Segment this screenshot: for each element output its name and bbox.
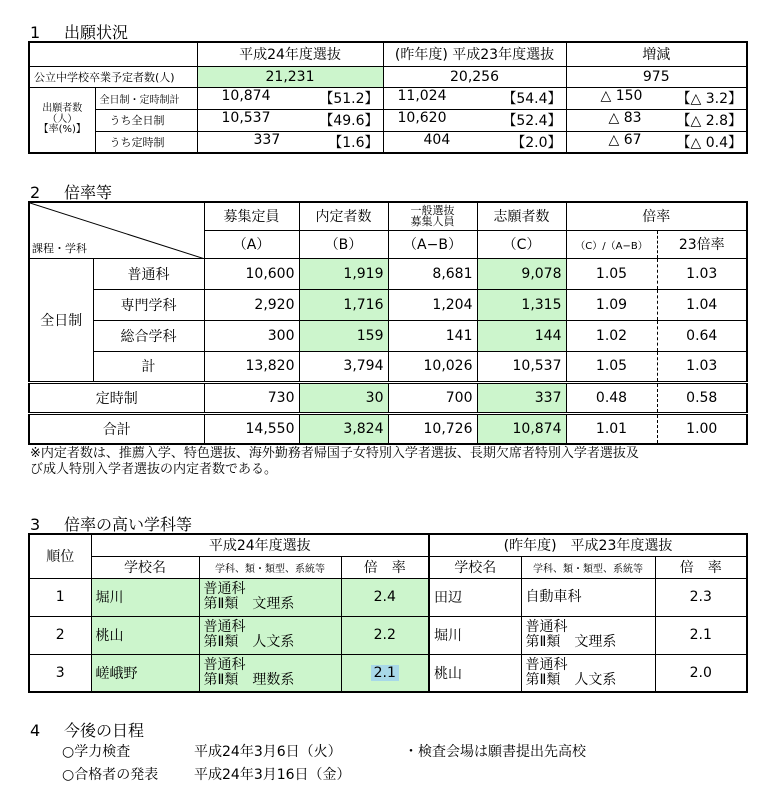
grad-diff: 975	[566, 66, 747, 87]
header-bairitsu-b: 23倍率	[657, 230, 747, 258]
table-row: 合計 14,550 3,824 10,726 10,874 1.01 1.00	[29, 413, 747, 444]
header-shigan: 志願者数	[477, 202, 566, 230]
row-label-parttime: うち定時制	[95, 131, 197, 153]
table-row: 総合学科 300 159 141 144 1.02 0.64	[29, 320, 747, 351]
school-header-23: 学校名	[429, 556, 521, 578]
section2-heading: 2 倍率等	[30, 183, 113, 202]
table-row: 計 13,820 3,794 10,026 10,537 1.05 1.03	[29, 351, 747, 382]
header-boshu: 募集定員	[204, 202, 299, 230]
header-boshu-sub: （A）	[204, 230, 299, 258]
header-naitei: 内定者数	[299, 202, 388, 230]
header-bairitsu-a: （C）/（A−B）	[566, 230, 657, 258]
header-ippan-sub: （A−B）	[388, 230, 477, 258]
section4-heading: 4 今後の日程	[30, 721, 145, 740]
row-label-total: 全日制・定時制計	[95, 87, 197, 109]
schedule-line-1: ○学力検査 平成24年3月6日（火） ・検査会場は願書提出先高校	[62, 744, 586, 760]
grad-h23: 20,256	[383, 66, 566, 87]
total-h24: 10,874 【51.2】	[197, 87, 383, 109]
course-header-24: 学科、類・類型、系統等	[199, 556, 341, 578]
col-header-diff: 増減	[566, 42, 747, 66]
table-row: 専門学科 2,920 1,716 1,204 1,315 1.09 1.04	[29, 289, 747, 320]
school-header-24: 学校名	[91, 556, 199, 578]
zennichi-label: 全日制	[29, 258, 93, 382]
fulltime-diff: △ 83 【△ 2.8】	[566, 109, 747, 131]
parttime-h23: 404 【2.0】	[383, 131, 566, 153]
total-h23: 11,024 【54.4】	[383, 87, 566, 109]
schedule-line-2: ○合格者の発表 平成24年3月16日（金）	[62, 767, 351, 783]
section1-heading: 1 出願状況	[30, 23, 129, 42]
col-header-h24: 平成24年度選抜	[197, 42, 383, 66]
rate-header-23: 倍 率	[655, 556, 747, 578]
table-row: 全日制 普通科 10,600 1,919 8,681 9,078 1.05 1.03	[29, 258, 747, 289]
header-bairitsu: 倍率	[566, 202, 747, 230]
ratio-table	[28, 201, 748, 445]
corner-cell	[29, 202, 204, 258]
header-ippan: 一般選抜 募集人員	[388, 202, 477, 230]
total-diff: △ 150 【△ 3.2】	[566, 87, 747, 109]
grad-h24: 21,231	[197, 66, 383, 87]
section3-heading: 3 倍率の高い学科等	[30, 515, 193, 534]
rate-header-24: 倍 率	[341, 556, 429, 578]
applicants-group-label: 出願者数 （人） 【率(%)】	[29, 87, 95, 153]
h24-header: 平成24年度選抜	[91, 534, 429, 556]
fulltime-h24: 10,537 【49.6】	[197, 109, 383, 131]
table-row: 2 桃山 普通科 第Ⅱ類 人文系 2.2 堀川 普通科 第Ⅱ類 文理系 2.1	[29, 616, 747, 654]
corner-label: 課程・学科	[32, 241, 87, 255]
parttime-h24: 337 【1.6】	[197, 131, 383, 153]
grad-label: 公立中学校卒業予定者数(人)	[29, 66, 197, 87]
top-ratio-table	[28, 533, 748, 693]
parttime-diff: △ 67 【△ 0.4】	[566, 131, 747, 153]
col-header-h23: (昨年度) 平成23年度選抜	[383, 42, 566, 66]
row-label-fulltime: うち全日制	[95, 109, 197, 131]
selected-value[interactable]: 2.1	[371, 665, 399, 681]
header-naitei-sub: （B）	[299, 230, 388, 258]
h23-header: (昨年度) 平成23年度選抜	[429, 534, 747, 556]
fulltime-h23: 10,620 【52.4】	[383, 109, 566, 131]
header-shigan-sub: （C）	[477, 230, 566, 258]
application-status-table	[28, 41, 748, 154]
table-row: 1 堀川 普通科 第Ⅱ類 文理系 2.4 田辺 自動車科 2.3	[29, 578, 747, 616]
table-row: 定時制 730 30 700 337 0.48 0.58	[29, 382, 747, 413]
ratio-note: ※内定者数は、推薦入学、特色選抜、海外勤務者帰国子女特別入学者選抜、長期欠席者特別入学者選抜及 び成人特別入学者選抜の内定者数である。	[30, 446, 639, 477]
table-row: 3 嵯峨野 普通科 第Ⅱ類 理数系 2.1 桃山 普通科 第Ⅱ類 人文系 2.0	[29, 654, 747, 692]
rank-header: 順位	[29, 534, 91, 578]
course-header-23: 学科、類・類型、系統等	[521, 556, 655, 578]
